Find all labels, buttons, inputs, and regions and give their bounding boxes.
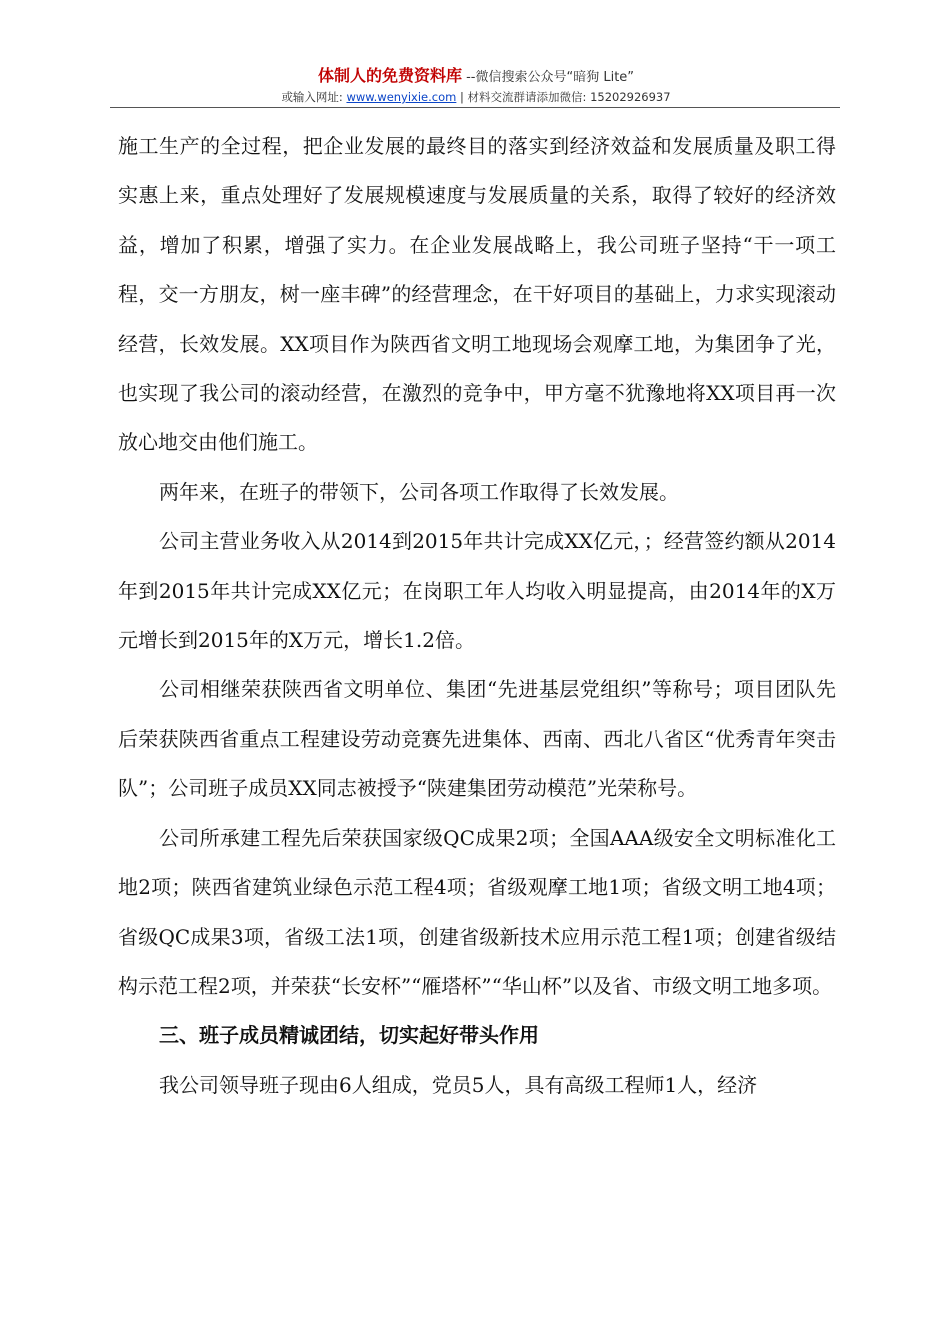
paragraph-4: 公司相继荣获陕西省文明单位、集团“先进基层党组织”等称号；项目团队先后荣获陕西省重点工程建设劳动竞赛先进集体、西南、西北八省区“优秀青年突击队”；公司班子成员XX同志被授予“陕建集团劳动模范”光荣称号。 bbox=[118, 677, 836, 801]
paragraph-6: 我公司领导班子现由6人组成，党员5人，具有高级工程师1人，经济 bbox=[159, 1072, 758, 1097]
header-divider bbox=[110, 107, 840, 108]
header-url-link[interactable]: www.wenyixie.com bbox=[346, 90, 457, 104]
header-contact: | 材料交流群请添加微信: 15202926937 bbox=[460, 90, 671, 104]
header-tagline: --微信搜索公众号“暗狗 Lite” bbox=[466, 70, 635, 85]
header-url-prefix: 或输入网址: bbox=[281, 90, 343, 104]
paragraph-2: 两年来，在班子的带领下，公司各项工作取得了长效发展。 bbox=[159, 479, 679, 504]
paragraph-3: 公司主营业务收入从2014到2015年共计完成XX亿元，；经营签约额从2014年到2015年共计完成XX亿元；在岗职工年人均收入明显提高，由2014年的X万元增长到2015年的X万元，增长1.2倍。 bbox=[118, 529, 836, 653]
header-line-1 bbox=[118, 66, 834, 88]
header-brand: 体制人的免费资料库 bbox=[317, 66, 462, 85]
paragraph-1: 施工生产的全过程，把企业发展的最终目的落实到经济效益和发展质量及职工得实惠上来，重点处理好了发展规模速度与发展质量的关系，取得了较好的经济效益，增加了积累，增强了实力。在企业发展战略上，我公司班子坚持“干一项工程，交一方朋友，树一座丰碑”的经营理念，在干好项目的基础上，力求实现滚动经营，长效发展。XX项目作为陕西省文明工地现场会观摩工地，为集团争了光，也实现了我公司的滚动经营，在激烈的竞争中，甲方毫不犹豫地将XX项目再一次放心地交由他们施工。 bbox=[118, 134, 836, 455]
section-heading: 三、班子成员精诚团结，切实起好带头作用 bbox=[159, 1023, 539, 1048]
paragraph-5: 公司所承建工程先后荣获国家级QC成果2项；全国AAA级安全文明标准化工地2项；陕西省建筑业绿色示范工程4项；省级观摩工地1项；省级文明工地4项；省级QC成果3项，省级工法1项，创建省级新技术应用示范工程1项；创建省级结构示范工程2项，并荣获“长安杯”“雁塔杯”“华山杯”以及省、市级文明工地多项。 bbox=[118, 825, 836, 998]
document-body bbox=[118, 122, 836, 1110]
page-header bbox=[118, 66, 834, 106]
header-line-2 bbox=[118, 88, 834, 106]
